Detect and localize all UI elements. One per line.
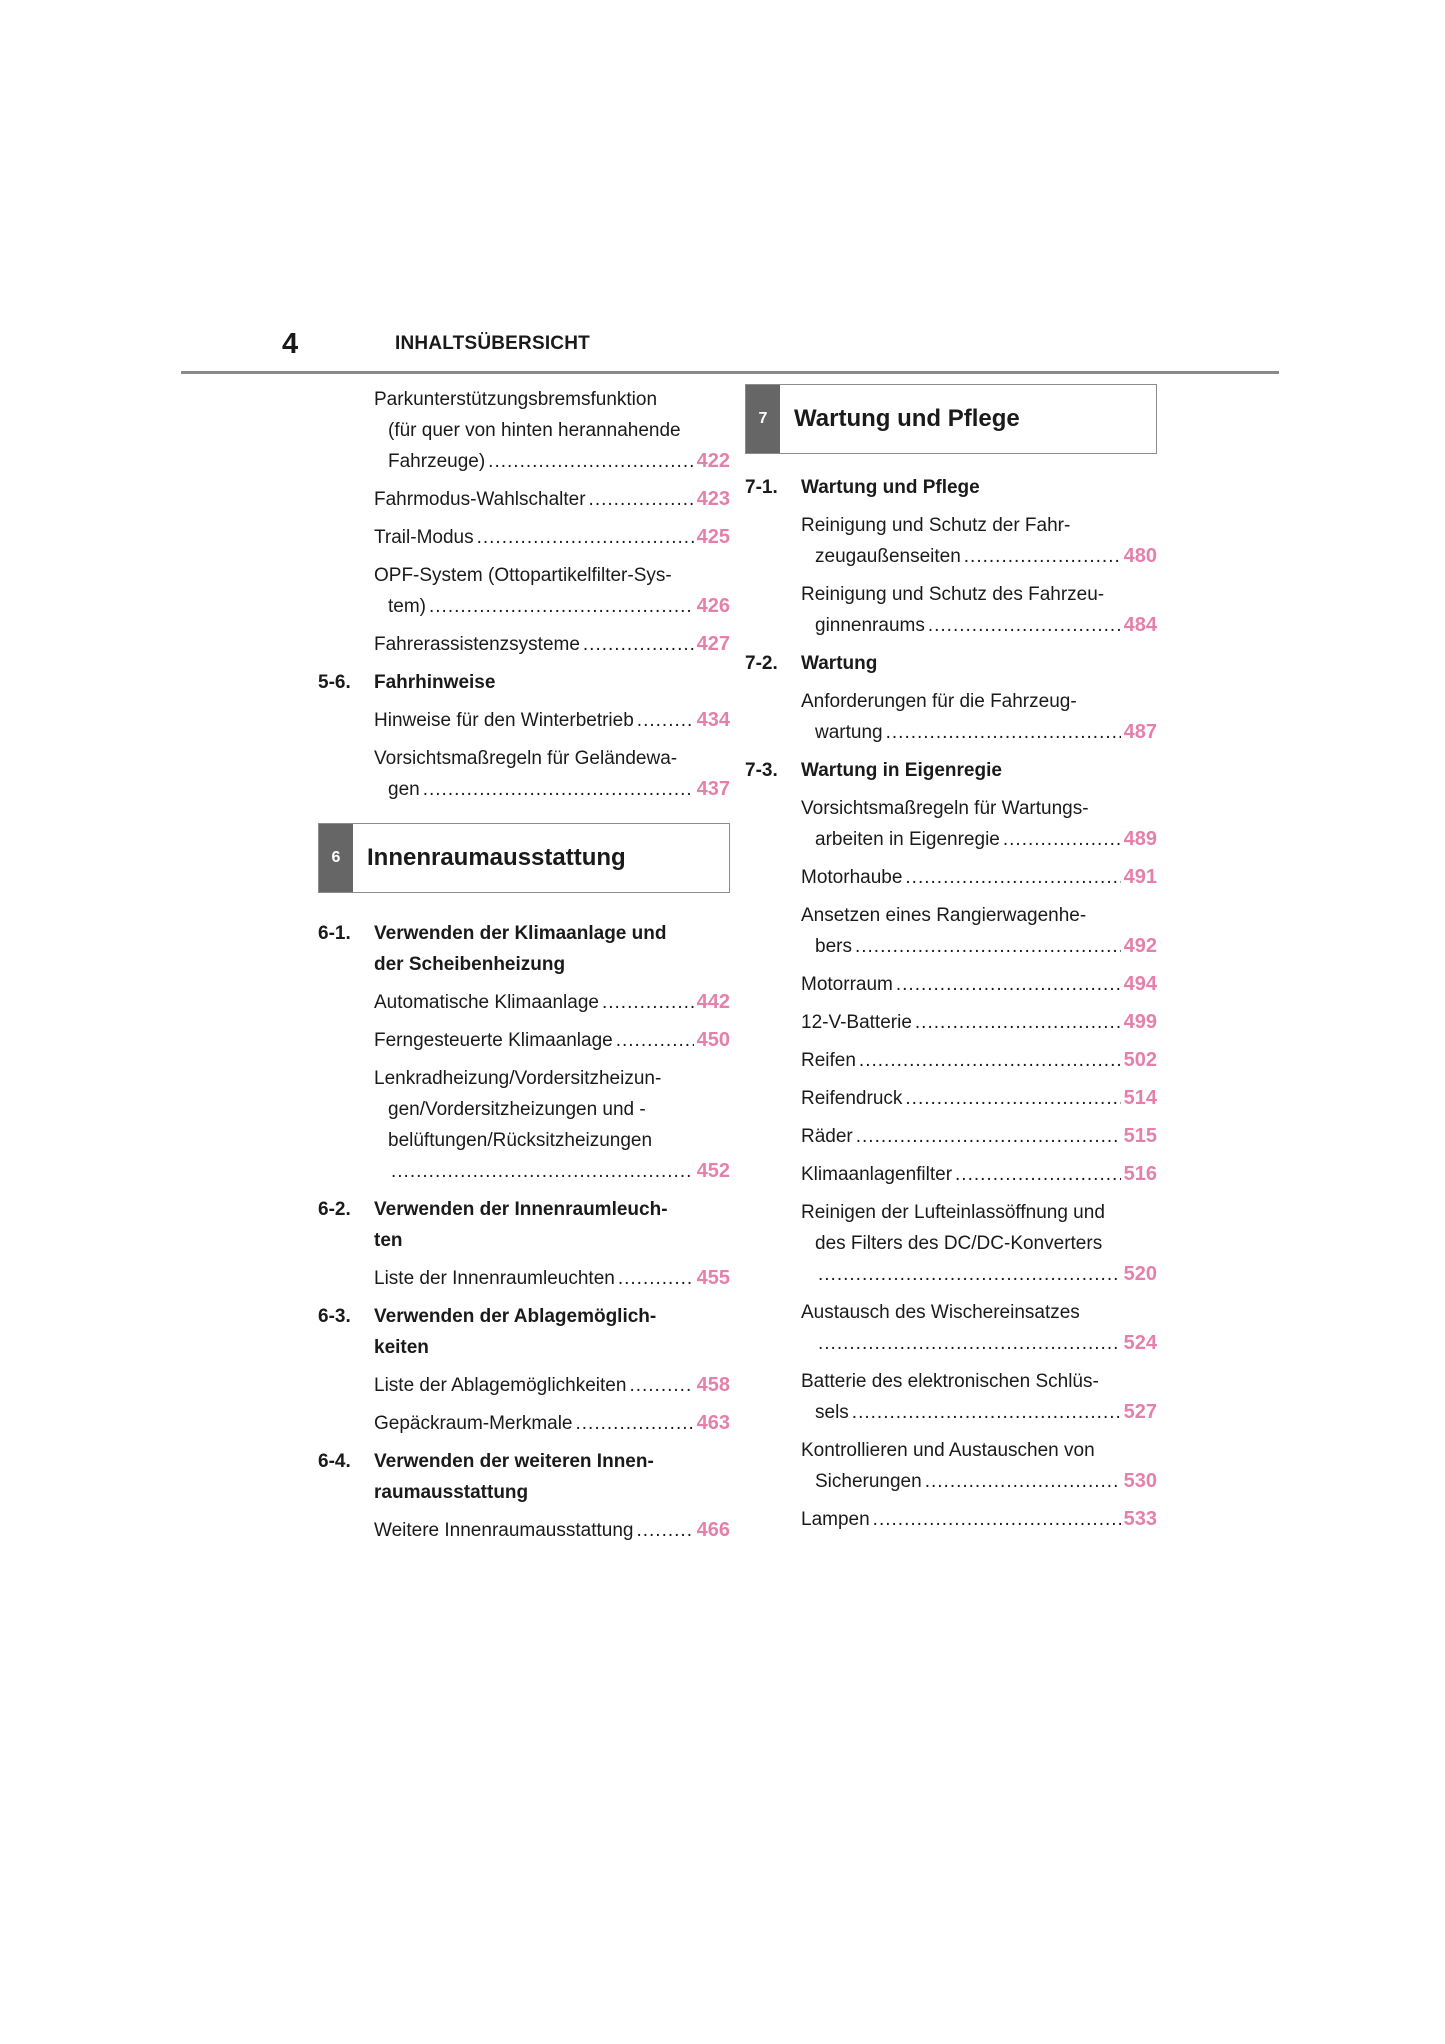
toc-entry-text: Vorsichtsmaßregeln für Geländewa-	[374, 748, 678, 769]
toc-entry-last-line	[374, 484, 730, 515]
toc-entry-text: Austausch des Wischereinsatzes	[801, 1302, 1080, 1323]
dot-leader	[602, 987, 694, 1018]
toc-entry-last-line	[801, 1007, 1157, 1038]
section-title-line: raumausstattung	[374, 1482, 529, 1503]
section-title-line: der Scheibenheizung	[374, 954, 566, 975]
toc-entry-text: Klimaanlagenfilter	[801, 1164, 953, 1185]
dot-leader	[905, 1083, 1120, 1114]
dot-leader	[589, 484, 694, 515]
toc-entry-last-line	[374, 446, 730, 477]
toc-entry[interactable]	[745, 1435, 1157, 1497]
toc-entry-last-line	[374, 1263, 730, 1294]
dot-leader	[856, 1121, 1121, 1152]
toc-entry-last-line	[801, 1504, 1157, 1535]
dot-leader	[429, 591, 694, 622]
page-reference[interactable]: 530	[1123, 1470, 1157, 1492]
page-header	[0, 0, 1445, 380]
page-reference[interactable]: 480	[1123, 545, 1157, 567]
toc-entry-text: Räder	[801, 1126, 853, 1147]
toc-entry-last-line	[801, 541, 1157, 572]
dot-leader	[859, 1045, 1121, 1076]
toc-entry-last-line	[801, 1328, 1157, 1359]
toc-entry[interactable]	[318, 522, 730, 553]
running-title: INHALTSÜBERSICHT	[395, 333, 590, 354]
page-reference[interactable]: 426	[696, 595, 730, 617]
page-reference[interactable]: 442	[696, 991, 730, 1013]
dot-leader	[637, 705, 694, 736]
dot-leader	[818, 1259, 1121, 1290]
chapter-title: Wartung und Pflege	[794, 405, 1020, 432]
section-number: 6-2.	[318, 1199, 351, 1220]
toc-entry-text: gen/Vordersitzheizungen und -	[388, 1099, 646, 1120]
toc-entry-text: Automatische Klimaanlage	[374, 992, 599, 1013]
toc-entry-text: arbeiten in Eigenregie	[815, 829, 1000, 850]
toc-entry-last-line	[801, 862, 1157, 893]
page-reference[interactable]: 422	[696, 450, 730, 472]
toc-entry[interactable]	[745, 686, 1157, 748]
dot-leader	[488, 446, 693, 477]
page-reference[interactable]: 502	[1123, 1049, 1157, 1071]
dot-leader	[616, 1025, 694, 1056]
toc-entry-last-line	[374, 591, 730, 622]
toc-entry-text: 12-V-Batterie	[801, 1012, 912, 1033]
toc-section-6-2[interactable]	[318, 1194, 730, 1256]
toc-entry-text: Batterie des elektronischen Schlüs-	[801, 1371, 1099, 1392]
page-reference[interactable]: 487	[1123, 721, 1157, 743]
toc-entry[interactable]	[318, 629, 730, 660]
section-title-line: Verwenden der Innenraumleuch-	[374, 1199, 668, 1220]
chapter-7-header[interactable]	[745, 384, 1157, 454]
dot-leader	[915, 1007, 1121, 1038]
dot-leader	[423, 774, 694, 805]
toc-entry-text: Liste der Ablagemöglichkeiten	[374, 1375, 627, 1396]
section-title	[374, 918, 730, 980]
section-title-line: Verwenden der weiteren Innen-	[374, 1451, 654, 1472]
toc-entry-last-line	[801, 610, 1157, 641]
page-reference[interactable]: 458	[696, 1374, 730, 1396]
page-reference[interactable]: 423	[696, 488, 730, 510]
page-reference[interactable]: 524	[1123, 1332, 1157, 1354]
section-title: Wartung	[801, 653, 878, 674]
toc-entry-text: Reifendruck	[801, 1088, 903, 1109]
toc-entry-text: belüftungen/Rücksitzheizungen	[388, 1130, 653, 1151]
toc-entry-text: Lenkradheizung/Vordersitzheizun-	[374, 1068, 662, 1089]
page-reference[interactable]: 484	[1123, 614, 1157, 636]
toc-entry-text: ginnenraums	[815, 615, 925, 636]
dot-leader	[873, 1504, 1121, 1535]
toc-entry[interactable]	[745, 1197, 1157, 1290]
page-reference[interactable]: 491	[1123, 866, 1157, 888]
toc-entry-text: gen	[388, 779, 420, 800]
toc-entry-text: Lampen	[801, 1509, 870, 1530]
toc-entry[interactable]	[318, 484, 730, 515]
header-rule	[181, 371, 1279, 374]
dot-leader	[391, 1156, 694, 1187]
toc-entry-text: sels	[815, 1402, 849, 1423]
chapter-number-tab: 7	[746, 385, 780, 453]
section-number: 5-6.	[318, 672, 351, 693]
section-number: 6-3.	[318, 1306, 351, 1327]
toc-entry-last-line	[374, 629, 730, 660]
page-reference[interactable]: 533	[1123, 1508, 1157, 1530]
dot-leader	[928, 610, 1121, 641]
page-reference[interactable]: 463	[696, 1412, 730, 1434]
page-reference[interactable]: 492	[1123, 935, 1157, 957]
section-title-line: keiten	[374, 1337, 429, 1358]
toc-left-column	[318, 384, 730, 1546]
toc-entry-last-line	[801, 824, 1157, 855]
page-number: 4	[282, 328, 299, 360]
page-reference[interactable]: 425	[696, 526, 730, 548]
toc-entry-text: Fahrzeuge)	[388, 451, 486, 472]
toc-section-6-3[interactable]	[318, 1301, 730, 1363]
toc-entry[interactable]	[745, 793, 1157, 855]
toc-right-column	[745, 384, 1157, 1535]
toc-entry[interactable]	[745, 1083, 1157, 1114]
dot-leader	[636, 1515, 693, 1546]
toc-entry-text: Fahrerassistenzsysteme	[374, 634, 580, 655]
page-reference[interactable]: 427	[696, 633, 730, 655]
toc-entry-text: Kontrollieren und Austauschen von	[801, 1440, 1095, 1461]
toc-section-6-1[interactable]	[318, 918, 730, 980]
section-title-line: ten	[374, 1230, 403, 1251]
toc-entry[interactable]	[745, 862, 1157, 893]
toc-entry-last-line	[801, 1121, 1157, 1152]
chapter-6-header[interactable]	[318, 823, 730, 893]
toc-entry-last-line	[374, 1025, 730, 1056]
toc-entry-text: wartung	[815, 722, 883, 743]
toc-entry-text: Sicherungen	[815, 1471, 922, 1492]
toc-entry-text: OPF-System (Ottopartikelfilter-Sys-	[374, 565, 672, 586]
toc-entry-last-line	[374, 522, 730, 553]
toc-entry-text: Reifen	[801, 1050, 856, 1071]
toc-section-5-6[interactable]	[318, 667, 730, 698]
dot-leader	[886, 717, 1121, 748]
toc-entry[interactable]	[318, 1370, 730, 1401]
toc-entry-text: Fahrmodus-Wahlschalter	[374, 489, 586, 510]
toc-entry-last-line	[801, 969, 1157, 1000]
page-reference[interactable]: 514	[1123, 1087, 1157, 1109]
toc-section-7-2[interactable]	[745, 648, 1157, 679]
dot-leader	[576, 1408, 694, 1439]
dot-leader	[583, 629, 694, 660]
toc-section-7-3[interactable]	[745, 755, 1157, 786]
section-title: Fahrhinweise	[374, 672, 496, 693]
section-number: 6-4.	[318, 1451, 351, 1472]
toc-entry[interactable]	[318, 1515, 730, 1546]
dot-leader	[477, 522, 694, 553]
toc-entry-text: Reinigung und Schutz der Fahr-	[801, 515, 1071, 536]
dot-leader	[818, 1328, 1121, 1359]
dot-leader	[896, 969, 1121, 1000]
section-number: 7-2.	[745, 653, 778, 674]
section-title: Wartung in Eigenregie	[801, 760, 1002, 781]
dot-leader	[629, 1370, 693, 1401]
toc-entry-text: tem)	[388, 596, 426, 617]
toc-entry-text: Liste der Innenraumleuchten	[374, 1268, 615, 1289]
toc-entry-last-line	[374, 987, 730, 1018]
dot-leader	[618, 1263, 694, 1294]
page-reference[interactable]: 437	[696, 778, 730, 800]
toc-entry[interactable]	[318, 1025, 730, 1056]
page-reference[interactable]: 466	[696, 1519, 730, 1541]
dot-leader	[1003, 824, 1121, 855]
section-title-line: Verwenden der Ablagemöglich-	[374, 1306, 657, 1327]
toc-entry-last-line	[374, 774, 730, 805]
toc-section-7-1[interactable]	[745, 472, 1157, 503]
page-reference[interactable]: 520	[1123, 1263, 1157, 1285]
section-title	[374, 1194, 730, 1256]
toc-entry-text: zeugaußenseiten	[815, 546, 961, 567]
toc-entry-text: Anforderungen für die Fahrzeug-	[801, 691, 1077, 712]
section-title	[374, 1446, 730, 1508]
page-reference[interactable]: 452	[696, 1160, 730, 1182]
toc-entry-text: bers	[815, 936, 852, 957]
page-reference[interactable]: 516	[1123, 1163, 1157, 1185]
toc-entry-last-line	[374, 1408, 730, 1439]
toc-entry[interactable]	[745, 1007, 1157, 1038]
page-reference[interactable]: 489	[1123, 828, 1157, 850]
toc-entry-text: Gepäckraum-Merkmale	[374, 1413, 573, 1434]
page-reference[interactable]: 455	[696, 1267, 730, 1289]
toc-entry-text: Ansetzen eines Rangierwagenhe-	[801, 905, 1087, 926]
toc-entry-last-line	[374, 1370, 730, 1401]
toc-entry[interactable]	[745, 510, 1157, 572]
page-reference[interactable]: 450	[696, 1029, 730, 1051]
dot-leader	[964, 541, 1121, 572]
dot-leader	[925, 1466, 1121, 1497]
toc-entry[interactable]	[745, 1121, 1157, 1152]
page-reference[interactable]: 499	[1123, 1011, 1157, 1033]
toc-entry-last-line	[801, 1259, 1157, 1290]
toc-entry-last-line	[801, 931, 1157, 962]
section-title-line: Verwenden der Klimaanlage und	[374, 923, 667, 944]
toc-entry[interactable]	[318, 1408, 730, 1439]
toc-entry[interactable]	[745, 1297, 1157, 1359]
page-reference[interactable]: 527	[1123, 1401, 1157, 1423]
toc-entry[interactable]	[318, 384, 730, 477]
toc-entry-last-line	[374, 1515, 730, 1546]
toc-entry-last-line	[374, 705, 730, 736]
section-number: 7-1.	[745, 477, 778, 498]
toc-entry[interactable]	[745, 579, 1157, 641]
toc-entry[interactable]	[745, 900, 1157, 962]
toc-entry-last-line	[801, 1045, 1157, 1076]
toc-entry-last-line	[801, 1159, 1157, 1190]
page-reference[interactable]: 434	[696, 709, 730, 731]
toc-entry[interactable]	[745, 1366, 1157, 1428]
toc-entry[interactable]	[318, 1263, 730, 1294]
dot-leader	[855, 931, 1121, 962]
toc-entry-last-line	[374, 1156, 730, 1187]
section-title: Wartung und Pflege	[801, 477, 980, 498]
toc-entry[interactable]	[318, 743, 730, 805]
toc-entry-last-line	[801, 1397, 1157, 1428]
toc-section-6-4[interactable]	[318, 1446, 730, 1508]
page-reference[interactable]: 494	[1123, 973, 1157, 995]
toc-entry[interactable]	[745, 1504, 1157, 1535]
section-number: 7-3.	[745, 760, 778, 781]
toc-entry[interactable]	[318, 1063, 730, 1187]
toc-entry[interactable]	[318, 705, 730, 736]
toc-entry-last-line	[801, 1466, 1157, 1497]
toc-entry-text: Hinweise für den Winterbetrieb	[374, 710, 634, 731]
toc-entry[interactable]	[318, 987, 730, 1018]
toc-entry[interactable]	[318, 560, 730, 622]
toc-entry-text: Trail-Modus	[374, 527, 474, 548]
toc-entry-last-line	[801, 717, 1157, 748]
toc-entry-text: Weitere Innenraumausstattung	[374, 1520, 634, 1541]
chapter-title: Innenraumausstattung	[367, 844, 626, 871]
page-reference[interactable]: 515	[1123, 1125, 1157, 1147]
dot-leader	[955, 1159, 1121, 1190]
section-number: 6-1.	[318, 923, 351, 944]
toc-entry-text: Parkunterstützungsbremsfunktion	[374, 389, 658, 410]
toc-entry-last-line	[801, 1083, 1157, 1114]
chapter-number-tab: 6	[319, 824, 353, 892]
toc-entry-text: Ferngesteuerte Klimaanlage	[374, 1030, 613, 1051]
toc-entry-text: Reinigen der Lufteinlassöffnung und	[801, 1202, 1105, 1223]
toc-entry[interactable]	[745, 1045, 1157, 1076]
section-title	[374, 1301, 730, 1363]
toc-entry[interactable]	[745, 969, 1157, 1000]
dot-leader	[905, 862, 1120, 893]
toc-entry-text: Motorhaube	[801, 867, 903, 888]
toc-entry-text: des Filters des DC/DC-Konverters	[815, 1233, 1103, 1254]
dot-leader	[852, 1397, 1121, 1428]
toc-entry[interactable]	[745, 1159, 1157, 1190]
toc-entry-text: (für quer von hinten herannahende	[388, 420, 681, 441]
toc-entry-text: Reinigung und Schutz des Fahrzeu-	[801, 584, 1105, 605]
toc-entry-text: Vorsichtsmaßregeln für Wartungs-	[801, 798, 1089, 819]
toc-entry-text: Motorraum	[801, 974, 893, 995]
